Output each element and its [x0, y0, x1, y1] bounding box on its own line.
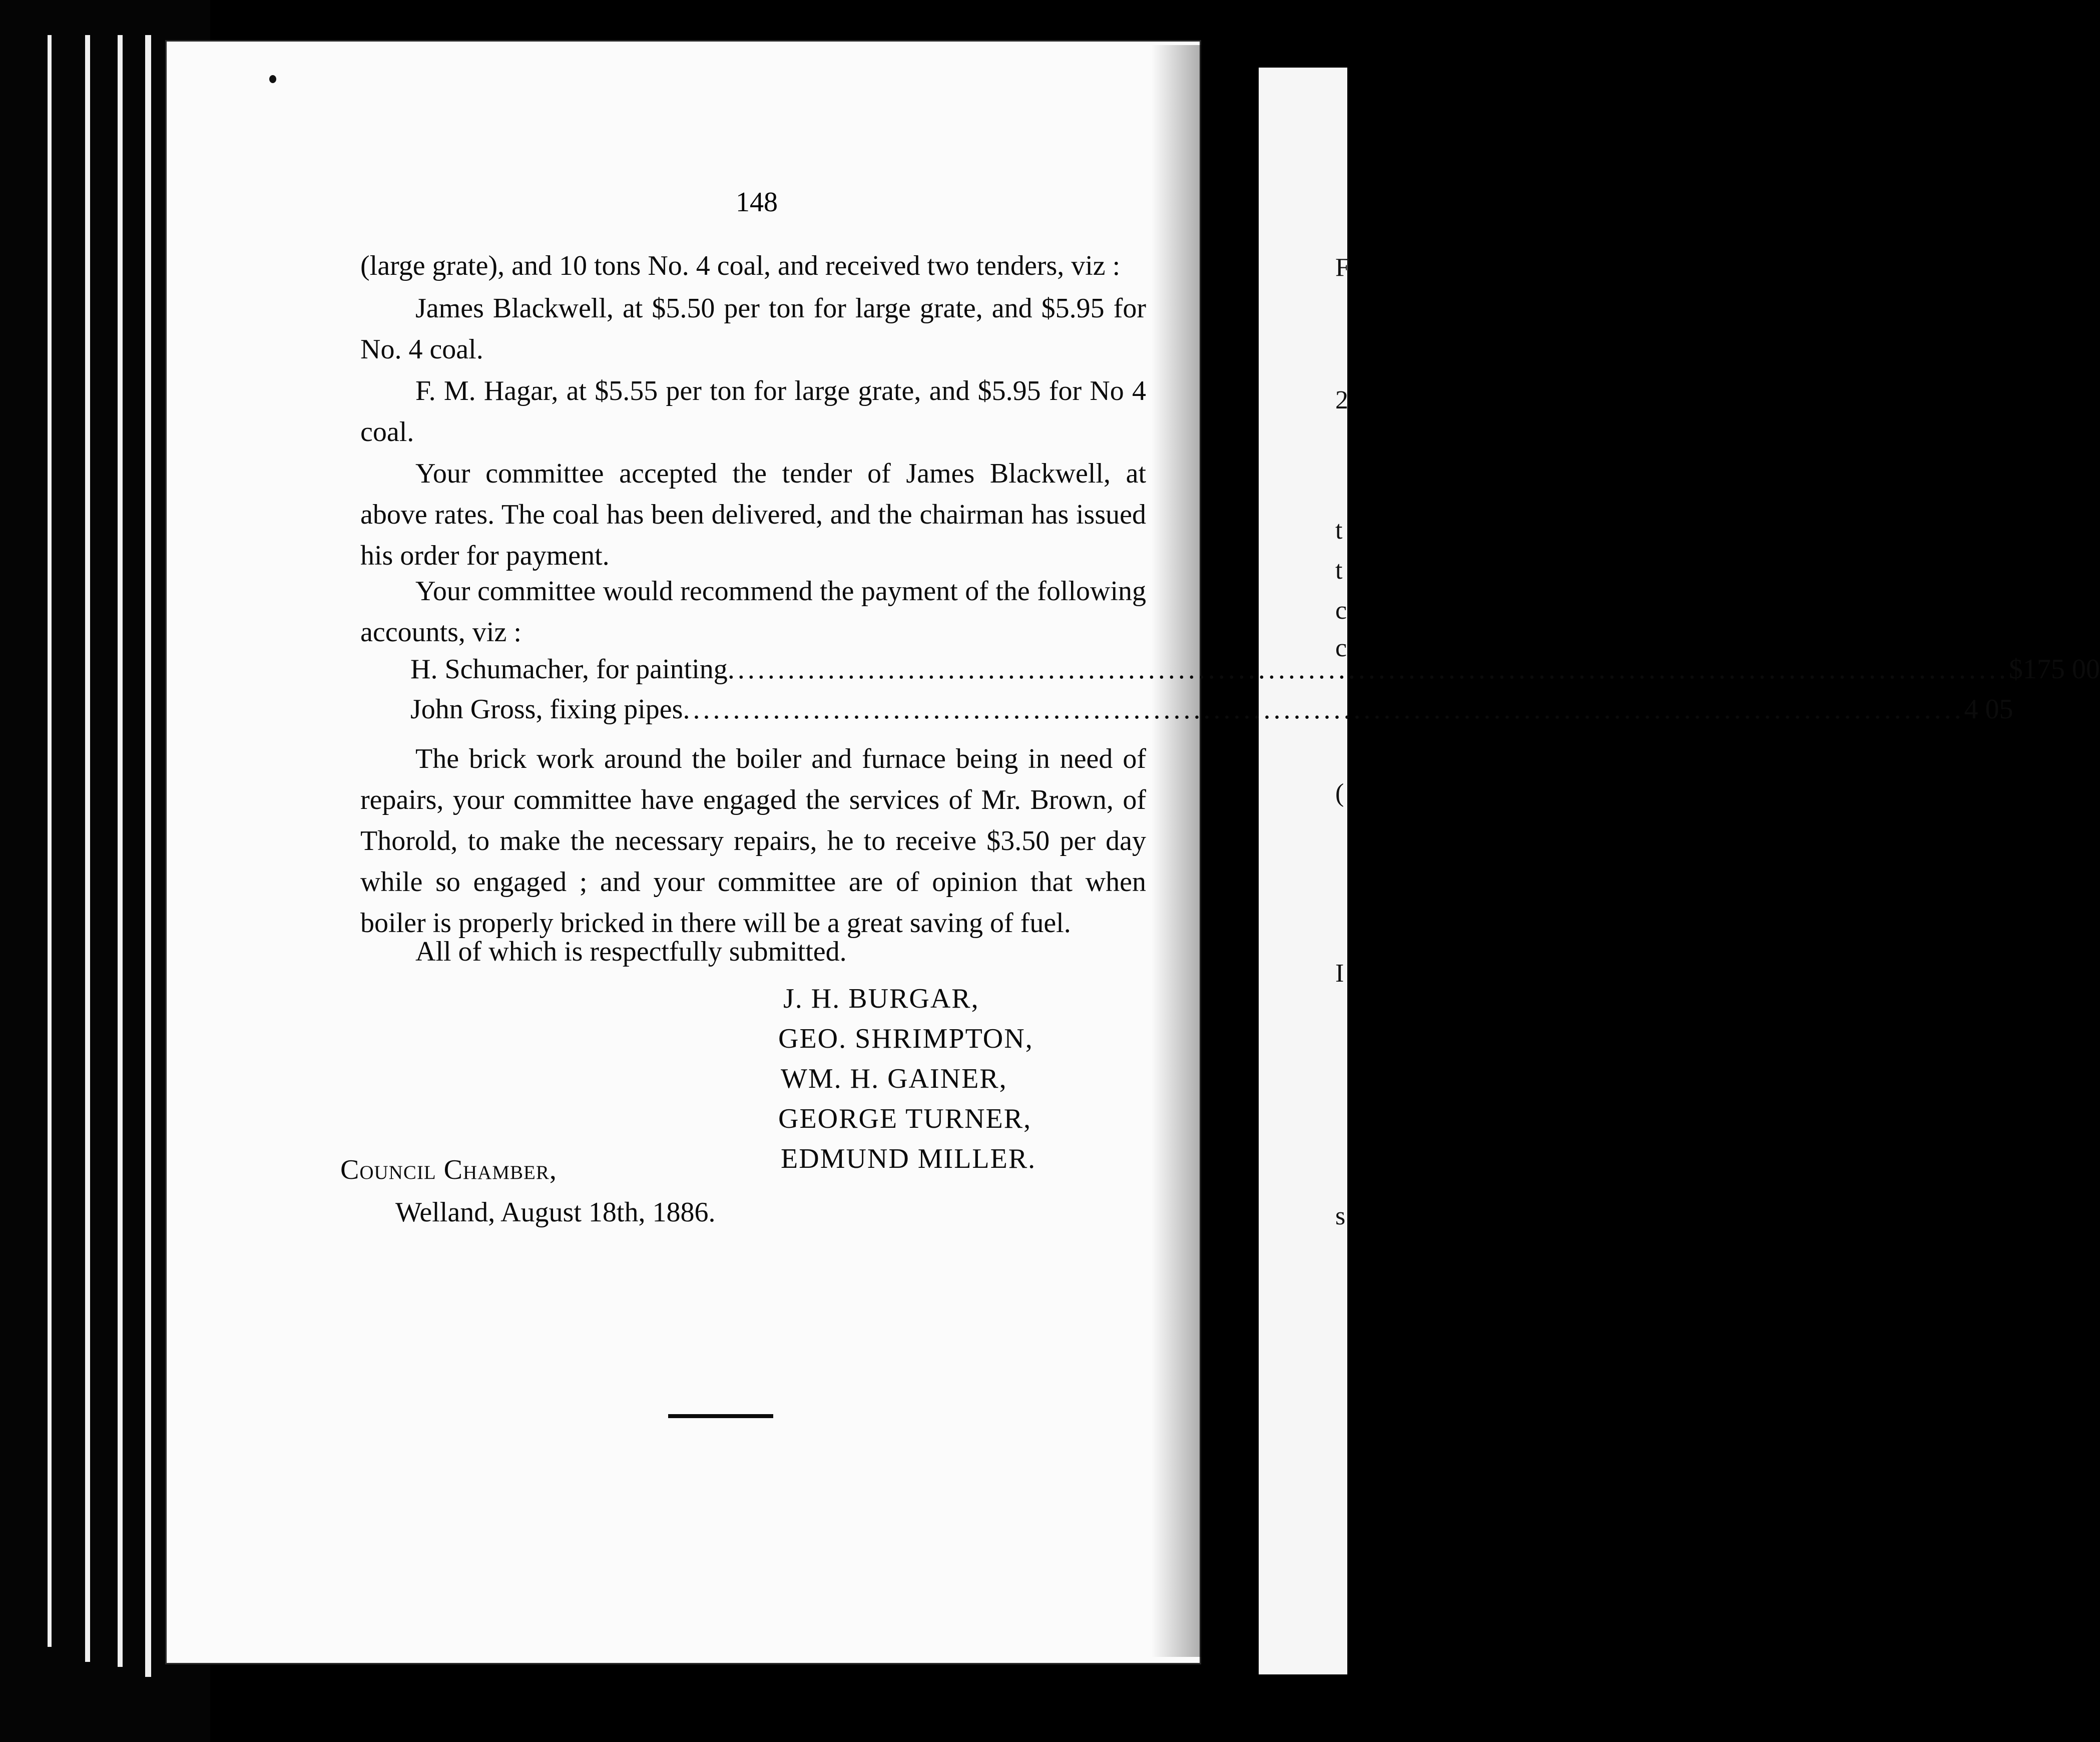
signatory: EDMUND MILLER. — [781, 1143, 1036, 1174]
end-rule — [668, 1414, 773, 1418]
facing-page-fragment: c — [1335, 596, 1347, 625]
paragraph-text: F. M. Hagar, at $5.55 per ton for large grate, and $5.95 for No 4 coal. — [360, 375, 1146, 448]
paragraph-text: Your committee would recommend the payment of the following accounts, viz : — [360, 576, 1146, 648]
dot-leader — [683, 693, 1964, 733]
ink-dot — [269, 75, 276, 83]
account-amount: 4 05 — [1964, 694, 2013, 725]
page-gutter-shadow — [1151, 45, 1206, 1657]
facing-page-fragment: c — [1335, 634, 1347, 662]
facing-page-fragment: t — [1335, 556, 1343, 585]
signatory: GEORGE TURNER, — [778, 1103, 1032, 1134]
facing-page — [1259, 68, 1347, 1674]
page-edge-strip — [85, 35, 90, 1662]
facing-page-fragment: F — [1335, 253, 1350, 282]
paragraph-repairs — [360, 738, 1146, 944]
paragraph-recommendation — [360, 571, 1146, 653]
dot-leader — [728, 653, 2009, 693]
paragraph-text: Your committee accepted the tender of James Blackwell, at above rates. The coal has been delivered, and the chairman has issued his order for payment. — [360, 458, 1146, 571]
account-row — [410, 653, 2100, 693]
facing-page-fragment: 2 — [1335, 386, 1348, 414]
facing-page-fragment: I — [1335, 959, 1344, 988]
signature-block — [778, 979, 1036, 1179]
account-row — [410, 693, 2013, 733]
paragraph-text: The brick work around the boiler and furnace being in need of repairs, your committee have engaged the services of Mr. Brown, of Thorold, to make the necessary repairs, he to receive $3.50 per day while so engaged ; and your committee are of opinion that when boiler is properly bricked in there will be a great saving of fuel. — [360, 743, 1146, 939]
place-label: Council Chamber, — [340, 1154, 557, 1185]
paragraph-tender-hagar — [360, 370, 1146, 453]
account-name: H. Schumacher, for painting — [410, 654, 728, 685]
paragraph-text: James Blackwell, at $5.50 per ton for large grate, and $5.95 for No. 4 coal. — [360, 293, 1146, 365]
signatory: WM. H. GAINER, — [781, 1063, 1007, 1094]
facing-page-fragment: t — [1335, 516, 1343, 545]
page-number: 148 — [736, 187, 778, 218]
page-edge-strip — [145, 35, 151, 1677]
facing-page-fragment: s — [1335, 1202, 1346, 1230]
paragraph-acceptance — [360, 453, 1146, 576]
page-edge-strip — [118, 35, 123, 1667]
paragraph-continuation: (large grate), and 10 tons No. 4 coal, and received two tenders, viz : — [360, 250, 1121, 281]
signatory: GEO. SHRIMPTON, — [778, 1023, 1033, 1054]
page-edge-strip — [48, 35, 52, 1647]
paragraph-tender-blackwell — [360, 288, 1146, 370]
signatory: J. H. BURGAR, — [783, 983, 979, 1014]
paragraph-text: All of which is respectfully submitted. — [415, 936, 847, 967]
facing-page-fragment: ( — [1335, 779, 1344, 807]
account-name: John Gross, fixing pipes — [410, 694, 683, 725]
account-amount: $175 00 — [2008, 654, 2100, 685]
paragraph-closing — [360, 931, 1146, 972]
date-line: Welland, August 18th, 1886. — [395, 1197, 716, 1228]
